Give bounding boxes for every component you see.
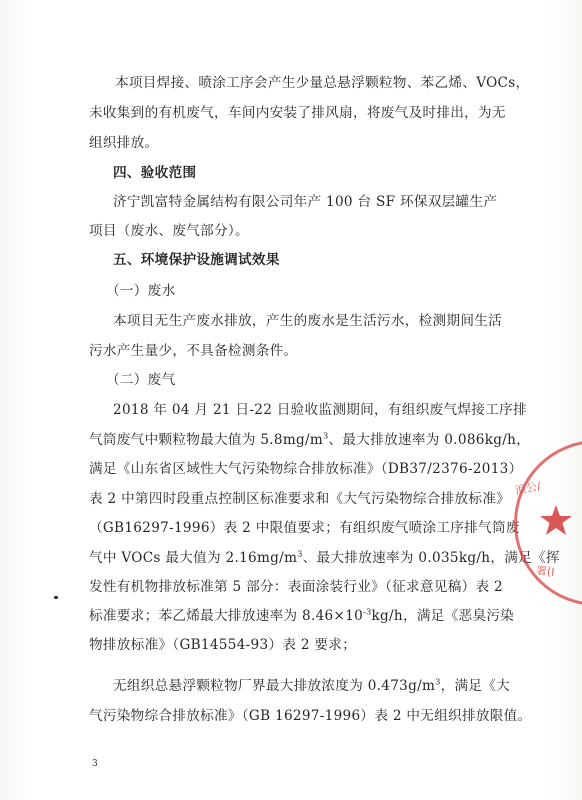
paragraph-line: 本项目焊接、喷涂工序会产生少量总悬浮颗粒物、苯乙烯、VOCs， — [115, 75, 530, 91]
text-fragment: 气筒废气中颗粒物最大值为 5.8mg/m — [89, 432, 324, 448]
text-fragment: 、最大排放速率为 0.086kg/h， — [328, 432, 531, 448]
paragraph-line: 发性有机物排放标准第 5 部分：表面涂装行业》（征求意见稿）表 2 — [89, 579, 503, 595]
paragraph-line: 济宁凯富特金属结构有限公司年产 100 台 SF 环保双层罐生产 — [113, 194, 498, 210]
paragraph-line: 表 2 中第四时段重点控制区标准要求和《大气污染物综合排放标准》 — [89, 491, 511, 507]
paragraph-line — [113, 676, 510, 696]
seal-text-bottom: 署(I — [535, 564, 556, 579]
text-fragment: ，满足《大 — [440, 678, 511, 694]
paragraph-line: 项目（废水、废气部分）。 — [89, 223, 249, 239]
paragraph-line: 满足《山东省区域性大气污染物综合排放标准》（DB37/2376-2013） — [89, 461, 523, 477]
text-fragment: 无组织总悬浮颗粒物厂界最大排放浓度为 0.473g/m — [113, 678, 436, 694]
subsection-heading: （一）废水 — [106, 283, 176, 299]
paragraph-line: （GB16297-1996）表 2 中限值要求；有组织废气喷涂工序排气筒废 — [89, 520, 520, 536]
text-fragment: 标准要求；苯乙烯最大排放速率为 8.46×10 — [89, 608, 364, 624]
superscript: 3 — [435, 677, 441, 687]
text-fragment: kg/h，满足《恶臭污染 — [371, 608, 515, 624]
paragraph-line: 2018 年 04 月 21 日-22 日验收监测期间，有组织废气焊接工序排 — [113, 402, 527, 418]
subsection-heading: （二）废气 — [106, 372, 176, 388]
scan-speck — [54, 596, 58, 599]
text-fragment: 气中 VOCs 最大值为 2.16mg/m — [89, 550, 298, 566]
superscript: 3 — [323, 431, 329, 441]
page-number: 3 — [92, 759, 98, 769]
paragraph-line: 未收集到的有机废气，车间内安装了排风扇，将废气及时排出，为无 — [89, 105, 506, 121]
section-heading: 四、验收范围 — [113, 165, 197, 181]
paragraph-line — [89, 606, 514, 626]
text-fragment: 、最大排放速率为 0.035kg/h，满足《挥 — [302, 550, 560, 566]
paragraph-line — [89, 430, 530, 450]
paragraph-line: 气污染物综合排放标准》（GB 16297-1996）表 2 中无组织排放限值。 — [89, 708, 532, 724]
section-heading: 五、环境保护设施调试效果 — [113, 252, 280, 268]
paragraph-line — [89, 548, 560, 568]
superscript: 3 — [297, 549, 303, 559]
seal-text-top: 浪公/ — [514, 479, 542, 498]
superscript: -3 — [363, 607, 372, 617]
seal-star-icon — [539, 504, 573, 538]
paragraph-line: 组织排放。 — [89, 135, 159, 151]
paragraph-line: 污水产生量少，不具备检测条件。 — [89, 343, 298, 359]
paragraph-line: 本项目无生产废水排放，产生的废水是生活污水，检测期间生活 — [113, 313, 503, 329]
paragraph-line: 物排放标准》（GB14554-93）表 2 要求； — [89, 637, 357, 653]
